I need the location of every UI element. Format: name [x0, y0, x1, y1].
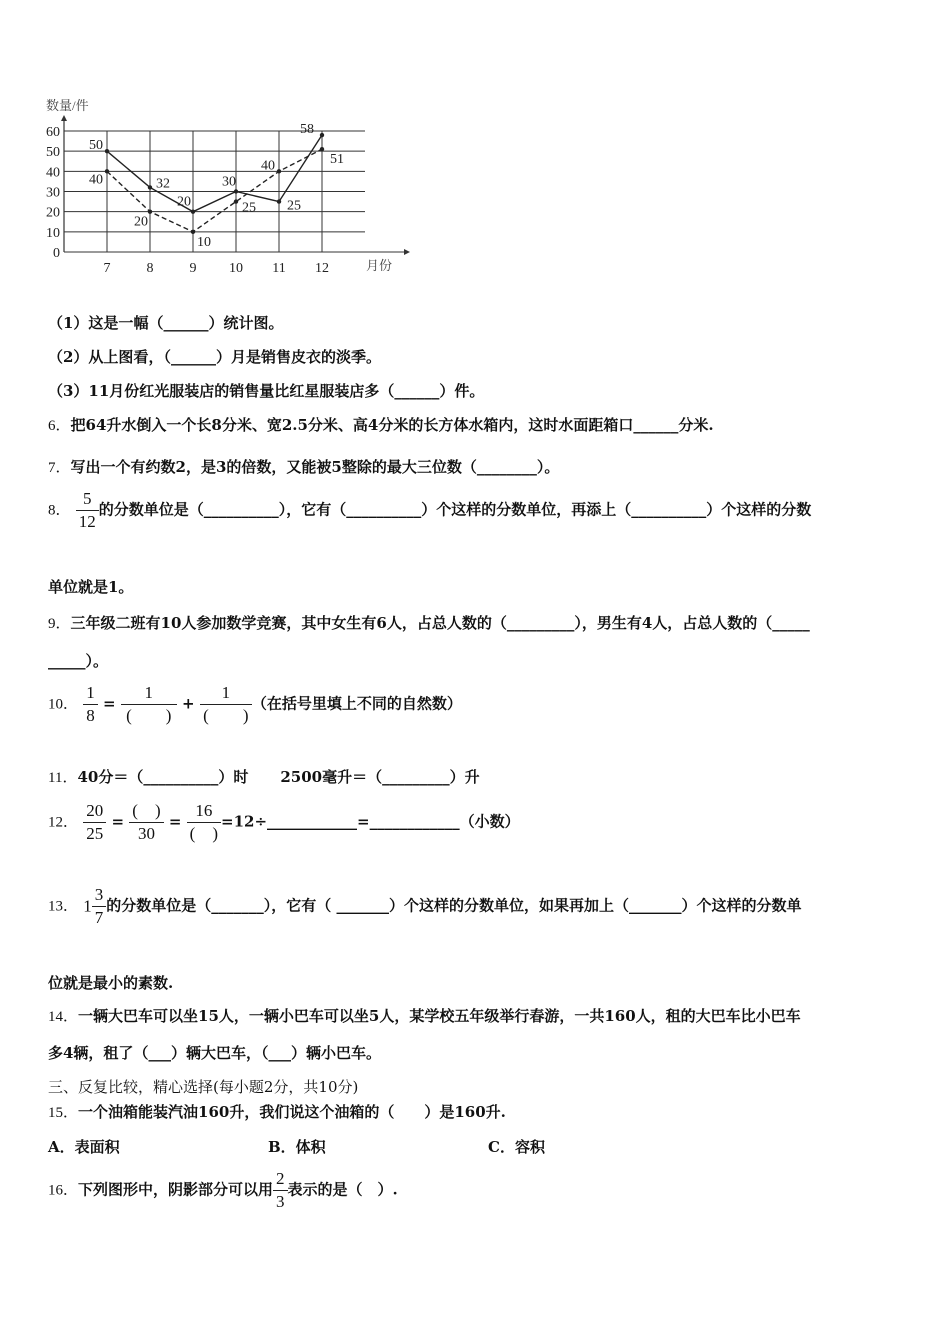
question-number: 11．: [48, 770, 78, 786]
y-axis-label: 数量/件: [46, 98, 89, 113]
equals-sign: =: [111, 812, 125, 831]
question-text: 一个油箱能装汽油160升，我们说这个油箱的（ ）是160升.: [78, 1103, 506, 1121]
data-label: 25: [242, 200, 256, 216]
question-8: [48, 488, 811, 533]
q5-part3: （3）11月份红光服装店的销售量比红星服装店多（______）件。: [48, 382, 485, 400]
fraction-1-8: $\frac{1}{8}$: [83, 682, 98, 727]
x-tick-label: 8: [146, 261, 154, 276]
question-text: 写出一个有约数2，是3的倍数，又能被5整除的最大三位数（________）。: [70, 458, 560, 476]
question-9: [48, 612, 810, 633]
fraction-3-7: $\frac{3}{7}$: [92, 884, 107, 929]
y-tick-label: 40: [46, 165, 60, 181]
data-point: [191, 230, 195, 234]
x-tick-label: 9: [189, 261, 197, 276]
option-a[interactable]: A．表面积: [48, 1138, 120, 1156]
q5-part1: （1）这是一幅（______）统计图。: [48, 314, 284, 332]
question-number: 9．: [48, 616, 71, 632]
question-number: 10．: [48, 696, 79, 713]
data-label: 51: [330, 152, 344, 168]
question-number: 12．: [48, 814, 79, 831]
data-label: 32: [156, 176, 170, 192]
question-text: 的分数单位是（__________），它有（__________）个这样的分数单位，再添上（__________）个这样的分数: [98, 500, 812, 519]
data-point: [234, 189, 238, 193]
question-text: 的分数单位是（_______），它有（ _______）个这样的分数单位，如果再加上（_______）个这样的分数单: [106, 896, 802, 915]
x-axis-arrow: [404, 249, 410, 255]
section-heading: 三、反复比较，精心选择(每小题2分，共10分): [48, 1078, 359, 1096]
question-9-cont: _____）。: [48, 652, 109, 670]
option-b[interactable]: B．体积: [268, 1138, 326, 1156]
question-number: 15．: [48, 1105, 79, 1121]
question-16: [48, 1168, 398, 1213]
x-tick-label: 11: [272, 261, 286, 276]
data-label: 30: [222, 174, 236, 190]
question-13-cont: 位就是最小的素数.: [48, 974, 174, 992]
question-part-a: 40分＝（__________）时: [77, 768, 249, 786]
question-rest: =12÷____________=____________（小数）: [221, 812, 520, 831]
question-7: [48, 456, 559, 477]
fraction-16-blank: $\frac{16}{( )}$: [187, 800, 221, 845]
question-number: 16．: [48, 1182, 79, 1199]
fraction-blank-2: $\frac{1}{( )}$: [200, 682, 252, 727]
x-tick-labels: [104, 261, 330, 276]
y-tick-label: 0: [53, 246, 60, 261]
y-axis-arrow: [61, 115, 67, 121]
x-tick-label: 7: [103, 261, 111, 276]
question-11: [48, 766, 480, 787]
fraction-blank-30: $\frac{( )}{30}$: [129, 800, 163, 845]
data-label: 20: [177, 194, 191, 210]
data-label: 20: [134, 214, 148, 230]
y-tick-label: 30: [46, 185, 60, 201]
plus-sign: +: [182, 694, 195, 713]
question-text: 下列图形中，阴影部分可以用: [78, 1180, 274, 1199]
data-point: [320, 147, 324, 151]
fraction-20-25: $\frac{20}{25}$: [83, 800, 106, 845]
fraction-2-3: $\frac{2}{3}$: [273, 1168, 288, 1213]
fraction-5-12: $\frac{5}{12}$: [76, 488, 99, 533]
question-number: 6．: [48, 418, 71, 434]
question-14: [48, 1005, 801, 1026]
question-12: [48, 800, 520, 845]
data-label: 10: [197, 234, 211, 250]
y-tick-label: 60: [46, 125, 60, 140]
question-text-end: 表示的是（ ）.: [287, 1180, 398, 1199]
line-chart: [40, 92, 420, 282]
question-6: [48, 414, 714, 435]
question-number: 7．: [48, 460, 71, 476]
question-14-cont: 多4辆，租了（___）辆大巴车，（___）辆小巴车。: [48, 1044, 381, 1062]
equals-sign: =: [102, 694, 116, 713]
question-number: 14．: [48, 1009, 79, 1025]
x-axis-label: 月份: [366, 258, 393, 273]
data-label: 40: [89, 172, 103, 188]
q5-part2: （2）从上图看，（______）月是销售皮衣的淡季。: [48, 348, 381, 366]
data-point: [234, 199, 238, 203]
data-point: [105, 169, 109, 173]
data-point: [105, 149, 109, 153]
data-point: [148, 185, 152, 189]
data-point: [277, 169, 281, 173]
y-tick-label: 20: [46, 205, 60, 221]
fraction-blank-1: $\frac{1}{( )}$: [121, 682, 177, 727]
data-label: 25: [287, 198, 301, 214]
question-part-b: 2500毫升＝（_________）升: [280, 768, 480, 786]
question-8-cont: 单位就是1。: [48, 578, 134, 596]
data-label: 58: [300, 122, 314, 138]
question-10: [48, 682, 462, 727]
x-tick-label: 10: [229, 261, 243, 276]
data-label: 40: [261, 158, 275, 174]
question-number: 13．: [48, 898, 79, 915]
question-15: [48, 1101, 506, 1122]
question-note: （在括号里填上不同的自然数）: [251, 694, 462, 713]
question-number: 8．: [48, 502, 71, 519]
chart-series: [89, 122, 344, 250]
x-tick-label: 12: [315, 261, 329, 276]
data-point: [148, 209, 152, 213]
equals-sign: =: [168, 812, 182, 831]
data-point: [320, 133, 324, 137]
option-c[interactable]: C．容积: [488, 1138, 545, 1156]
data-point: [191, 209, 195, 213]
data-point: [277, 199, 281, 203]
y-tick-label: 50: [46, 145, 60, 161]
question-text: 三年级二班有10人参加数学竞赛，其中女生有6人，占总人数的（_________），男生有4人，占总人数的（_____: [70, 614, 810, 632]
y-tick-labels: [46, 125, 60, 261]
question-text: 一辆大巴车可以坐15人，一辆小巴车可以坐5人，某学校五年级举行春游，一共160人，租的大巴车比小巴车: [78, 1007, 801, 1025]
question-text: 把64升水倒入一个长8分米、宽2.5分米、高4分米的长方体水箱内，这时水面距箱口______分米.: [70, 416, 714, 434]
question-13: [48, 884, 801, 929]
y-tick-label: 10: [46, 225, 60, 241]
mixed-whole: 1: [83, 896, 92, 916]
data-label: 50: [89, 138, 103, 154]
